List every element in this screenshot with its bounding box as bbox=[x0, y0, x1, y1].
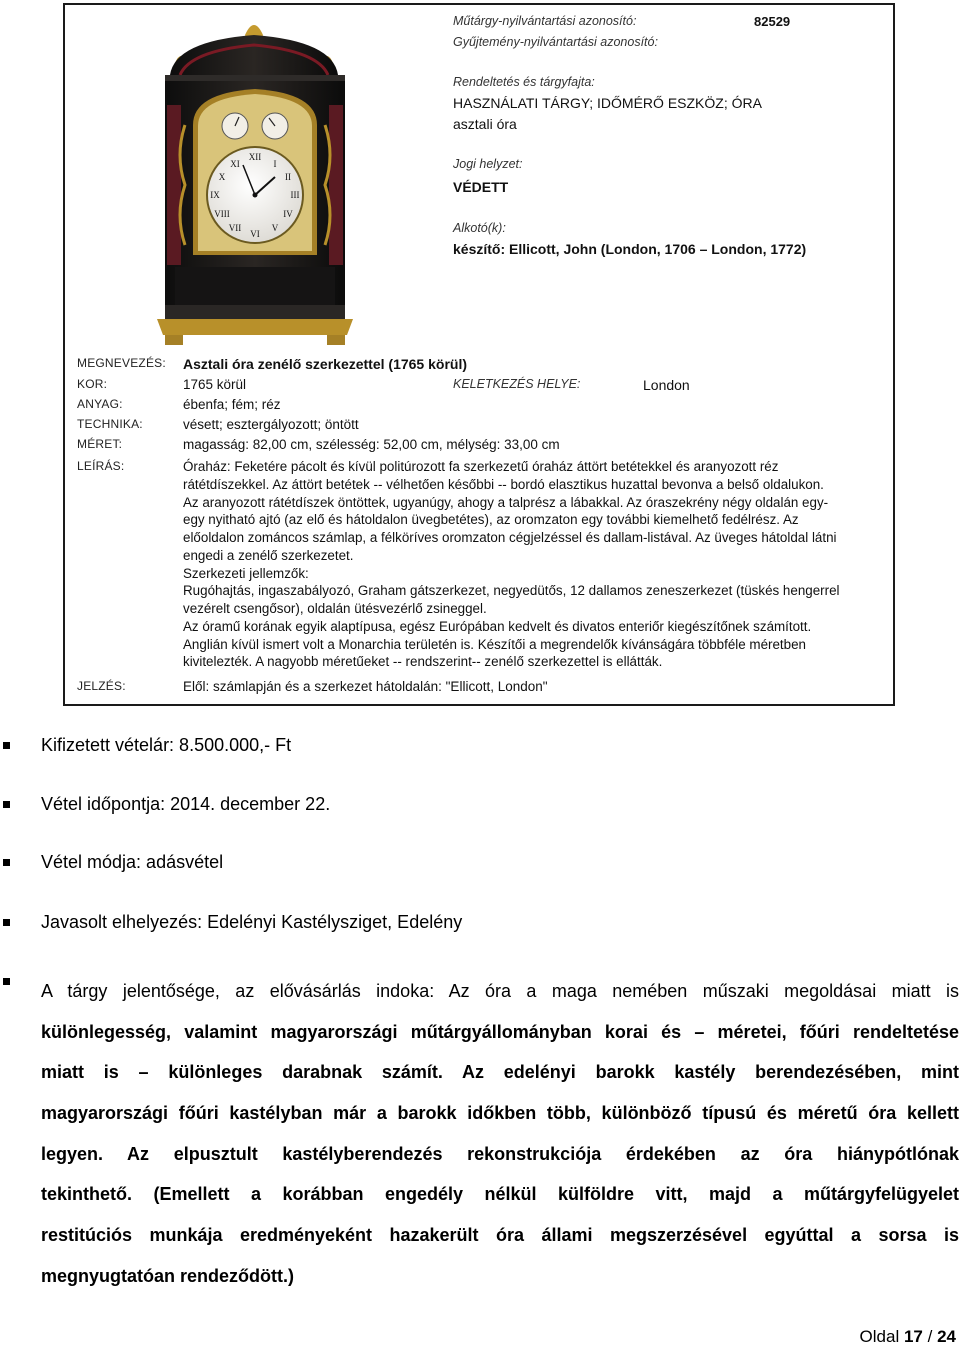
svg-text:VI: VI bbox=[250, 229, 260, 239]
size-value: magasság: 82,00 cm, szélesség: 52,00 cm, mélység: 33,00 cm bbox=[183, 437, 560, 452]
description-line: vezérelt csengősor), oldalán ütésvezérlő zsineggel. bbox=[183, 601, 487, 616]
purpose-value-sub: asztali óra bbox=[453, 116, 517, 132]
collection-id-label: Gyűjtemény-nyilvántartási azonosító: bbox=[453, 35, 658, 49]
description-line: kivitelezték. A nagyobb méretűeket -- rendszerint-- zenélő szerkezettel is ellátták. bbox=[183, 654, 663, 670]
svg-text:I: I bbox=[273, 159, 277, 169]
page-separator: / bbox=[927, 1327, 933, 1346]
paragraph-line: magyarországi főúri kastélyban már a barokk időkben több, különböző típusú és méretű óra kellett bbox=[41, 1103, 959, 1124]
svg-text:II: II bbox=[285, 172, 291, 182]
paragraph-line: miatt is – különleges darabnak számít. Az edelényi barokk kastély berendezésében, mint bbox=[41, 1062, 959, 1083]
bracket-clock-photo bbox=[135, 5, 375, 350]
author-label: Alkotó(k): bbox=[453, 221, 506, 235]
price-text: Kifizetett vételár: 8.500.000,- Ft bbox=[41, 735, 292, 755]
description-line: Rugóhajtás, ingaszabályozó, Graham gátszerkezet, negyedütős, 12 dallamos zeneszerkezet (tüskés hengerrel bbox=[183, 583, 840, 599]
description-line: Az óramű korának egyik alaptípusa, egész Európában kedvelt és divatos enteriőr kiegészítőnek számított. bbox=[183, 618, 812, 634]
page-word: Oldal bbox=[859, 1327, 900, 1346]
description-line: Az aranyozott rátétdíszek öntöttek, ugyanúgy, ahogy a talprész a lábakkal. Az óraszekrény négy oldalán egy- bbox=[183, 494, 829, 510]
page-number bbox=[860, 1327, 956, 1347]
mark-label: JELZÉS: bbox=[77, 679, 126, 693]
purpose-value-main: HASZNÁLATI TÁRGY; IDŐMÉRŐ ESZKÖZ; ÓRA bbox=[453, 95, 762, 111]
age-value: 1765 körül bbox=[183, 377, 247, 392]
paragraph-line: tekinthető. (Emellett a korábban engedély nélkül külföldre vitt, majd a műtárgyfelügyelet bbox=[41, 1184, 959, 1205]
origin-value: London bbox=[643, 377, 690, 393]
bullet-icon bbox=[3, 742, 10, 749]
legal-status-value: VÉDETT bbox=[453, 179, 509, 195]
description-text bbox=[183, 458, 888, 671]
date-text: Vétel időpontja: 2014. december 22. bbox=[41, 794, 331, 814]
author-value: készítő: Ellicott, John (London, 1706 – London, 1772) bbox=[453, 241, 807, 257]
bullet-icon bbox=[3, 919, 10, 926]
significance-paragraph bbox=[41, 971, 959, 1297]
technique-label: TECHNIKA: bbox=[77, 417, 143, 431]
svg-text:IX: IX bbox=[210, 190, 220, 200]
description-line: Óraház: Feketére pácolt és kívül politúrozott fa szerkezetű óraház áttört betétekkel és aranyozott réz bbox=[183, 459, 779, 474]
paragraph-line: restitúciós munkája eredményeként hazakerült óra állami megszerzésével egyúttal a sorsa is bbox=[41, 1225, 959, 1246]
bullet-icon bbox=[3, 801, 10, 808]
paragraph-line: megnyugtatóan rendeződött.) bbox=[41, 1265, 294, 1286]
name-value: Asztali óra zenélő szerkezettel (1765 körül) bbox=[183, 356, 467, 372]
material-label: ANYAG: bbox=[77, 397, 123, 411]
purpose-label: Rendeltetés és tárgyfajta: bbox=[453, 75, 595, 89]
page-total: 24 bbox=[937, 1327, 956, 1346]
paragraph-line: különlegesség, valamint magyarországi műtárgyállományban korai és – méretei, főúri rendeltetése bbox=[41, 1021, 959, 1042]
description-line: engedi a zenélő szerkezetet. bbox=[183, 547, 354, 563]
page-current: 17 bbox=[903, 1327, 923, 1346]
technique-value: vésett; esztergályozott; öntött bbox=[183, 417, 359, 432]
name-label: MEGNEVEZÉS: bbox=[77, 356, 166, 370]
svg-text:VII: VII bbox=[228, 223, 242, 233]
size-label: MÉRET: bbox=[77, 437, 123, 451]
description-line: rátétdíszekkel. Az áttört betétek -- vélhetően későbbi -- bordó elasztikus huzattal bevonva a belső oldalukon. bbox=[183, 476, 824, 492]
registry-card bbox=[63, 3, 895, 706]
registry-id-value: 82529 bbox=[754, 14, 791, 29]
svg-text:XII: XII bbox=[248, 152, 262, 162]
description-line: előoldalon zománcos számlap, a félköríves oromzaton cégjelzéssel és dallam-listával. Az üveges hátoldal látni bbox=[183, 530, 837, 545]
mark-value: Elől: számlapján és a szerkezet hátoldalán: "Ellicott, London" bbox=[183, 679, 548, 694]
svg-text:V: V bbox=[271, 223, 279, 233]
description-line: egy nyitható ajtó (az elő és hátoldalon üvegbetétes), az oromzaton egy további kiemelhető fedélrész. Az bbox=[183, 512, 799, 528]
svg-text:VIII: VIII bbox=[214, 209, 230, 219]
location-text: Javasolt elhelyezés: Edelényi Kastélysziget, Edelény bbox=[41, 912, 463, 932]
bullet-icon bbox=[3, 978, 10, 985]
svg-text:XI: XI bbox=[230, 159, 240, 169]
paragraph-line: legyen. Az elpusztult kastélyberendezés rekonstrukciója érdekében az óra hiánypótlónak bbox=[41, 1143, 959, 1164]
method-text: Vétel módja: adásvétel bbox=[41, 852, 224, 872]
legal-status-label: Jogi helyzet: bbox=[453, 157, 523, 171]
svg-text:III: III bbox=[290, 190, 300, 200]
origin-label: KELETKEZÉS HELYE: bbox=[453, 377, 581, 391]
registry-id-label: Műtárgy-nyilvántartási azonosító: bbox=[453, 14, 637, 28]
age-label: KOR: bbox=[77, 377, 108, 391]
description-label: LEÍRÁS: bbox=[77, 459, 125, 473]
description-line: Szerkezeti jellemzők: bbox=[183, 565, 309, 581]
paragraph-line: A tárgy jelentősége, az elővásárlás indoka: Az óra a maga nemében műszaki megoldásai miatt is bbox=[41, 981, 959, 1001]
description-line: Anglián kívül ismert volt a Monarchia területén is. Készítői a megrendelők kívánságára többféle méretben bbox=[183, 636, 806, 652]
bullet-icon bbox=[3, 859, 10, 866]
material-value: ébenfa; fém; réz bbox=[183, 397, 281, 412]
svg-text:IV: IV bbox=[283, 209, 293, 219]
svg-text:X: X bbox=[218, 172, 226, 182]
